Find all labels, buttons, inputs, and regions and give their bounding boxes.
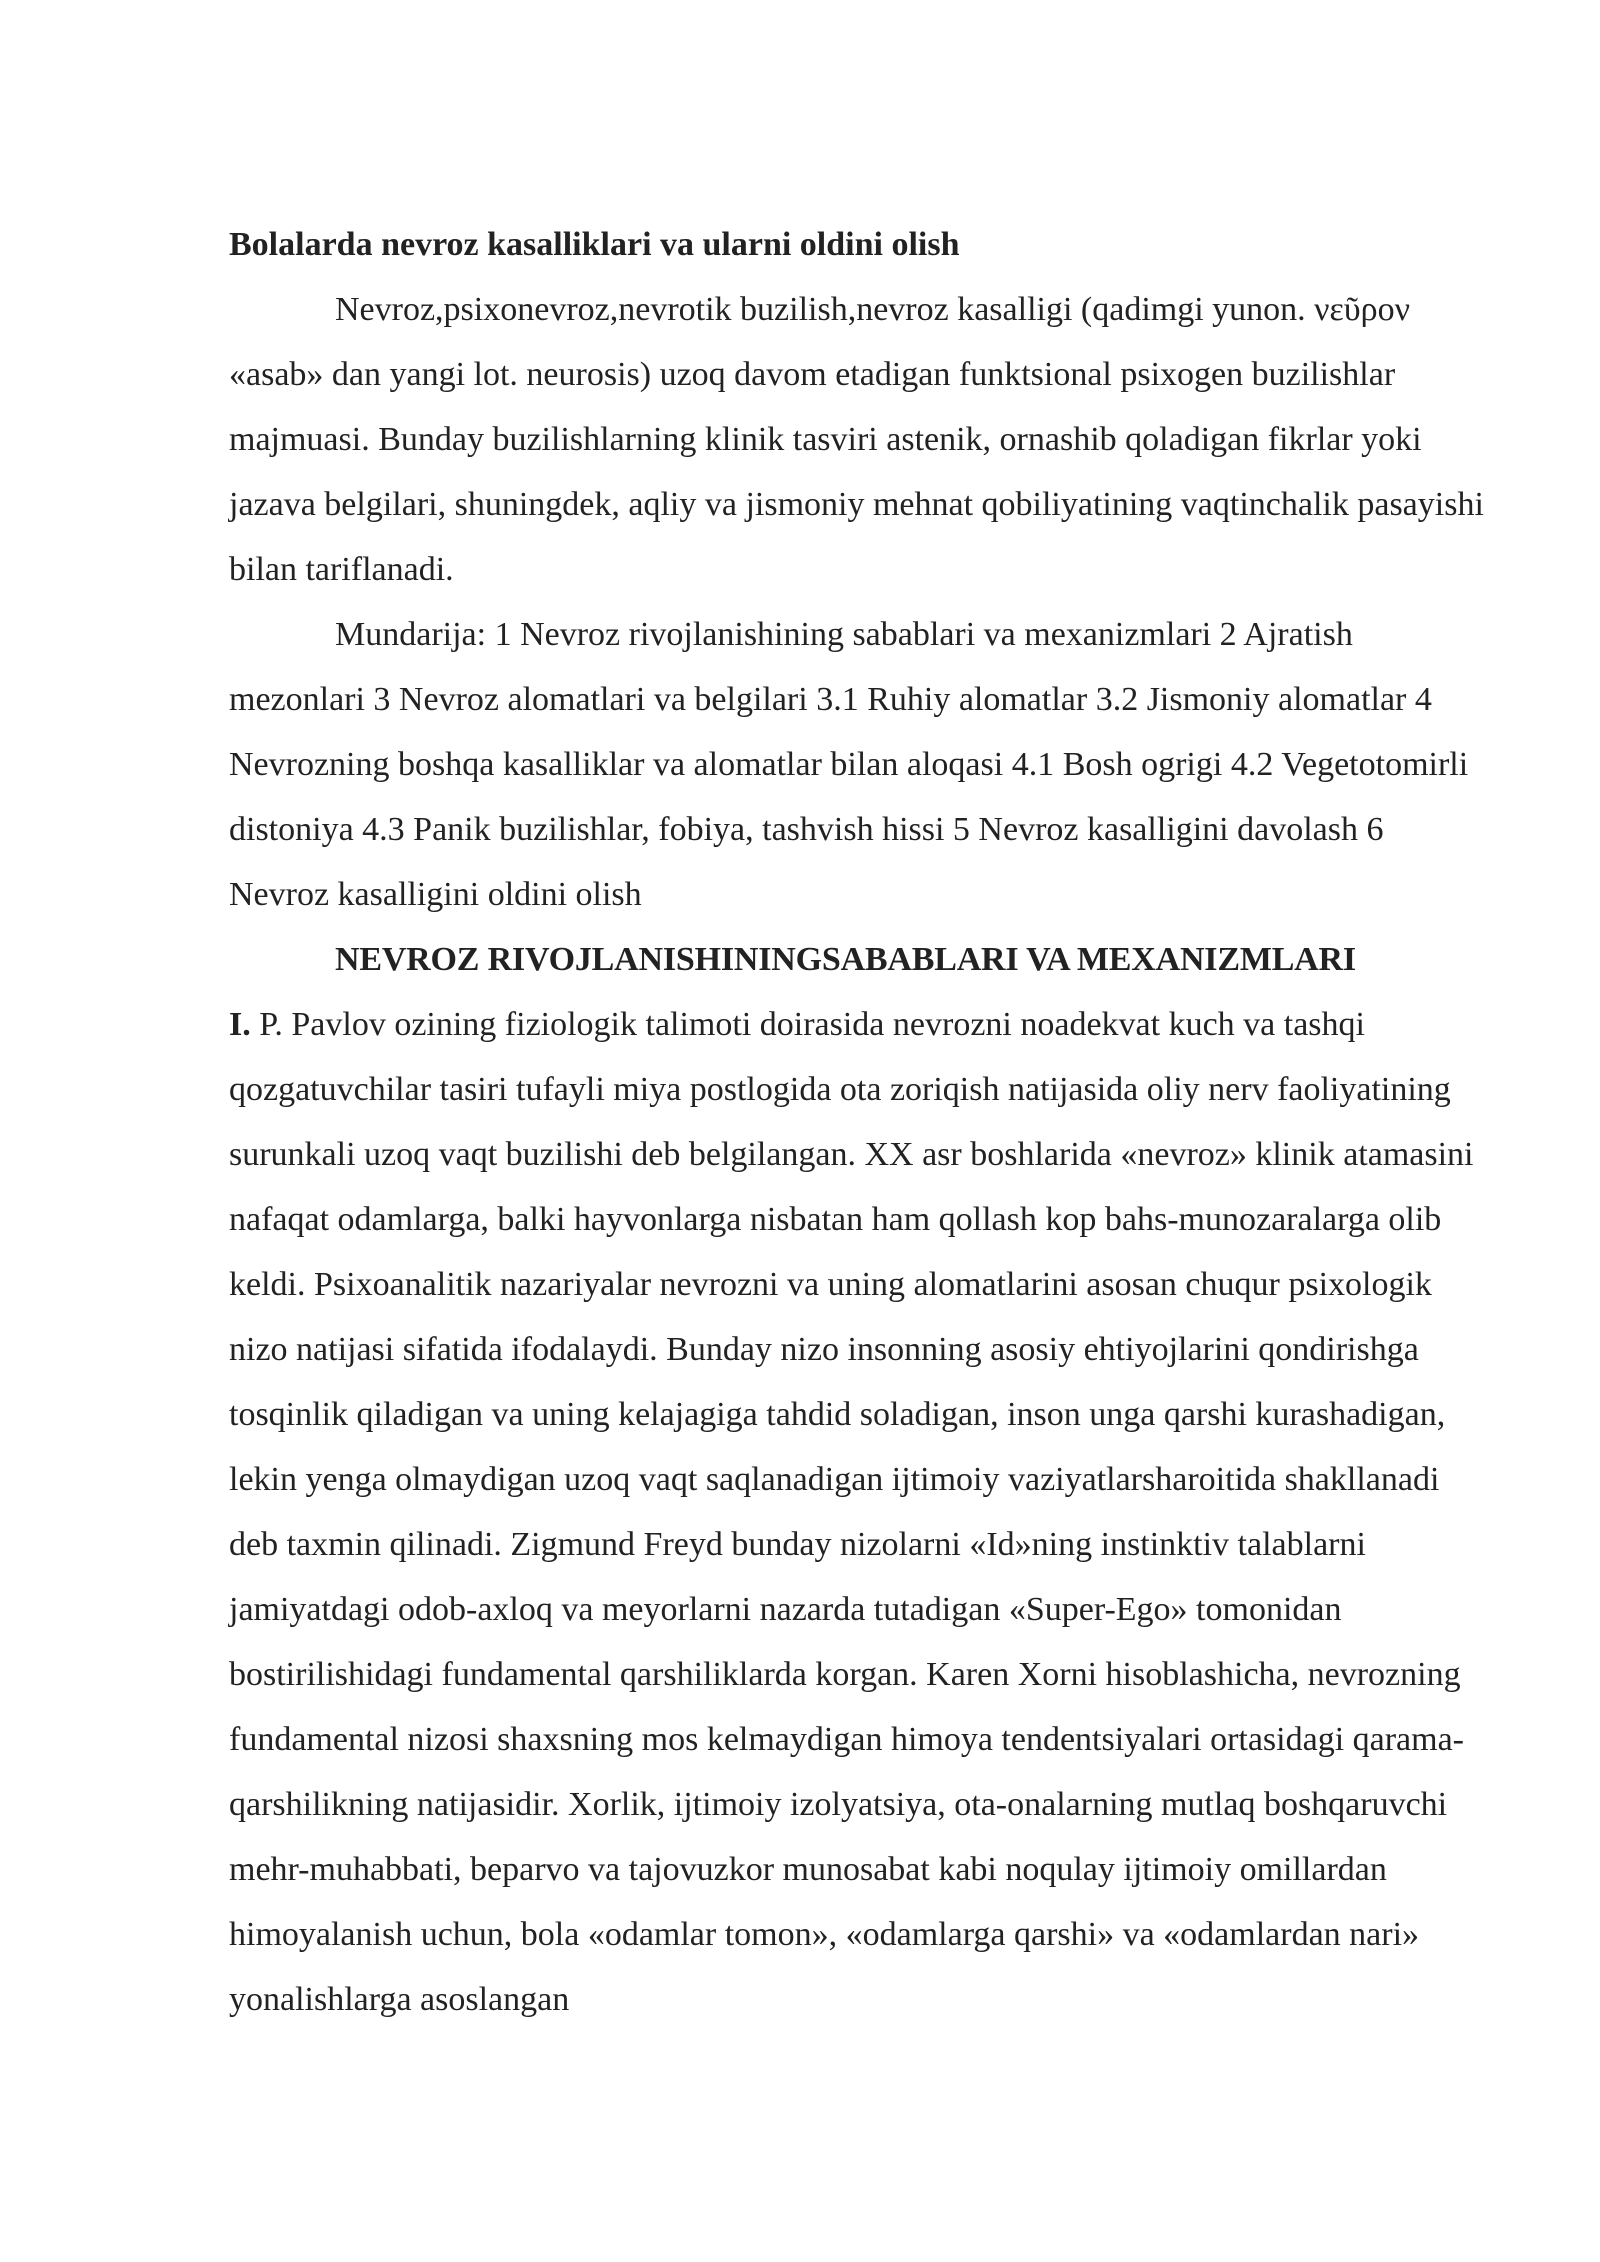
document-title: Bolalarda nevroz kasalliklari va ularni oldini olish (229, 226, 960, 263)
section-heading: NEVROZ RIVOJLANISHININGSABABLARI VA MEXANIZMLARI (335, 941, 1356, 978)
intro-paragraph: Nevroz,psixonevroz,nevrotik buzilish,nevroz kasalligi (qadimgi yunon. νεῦρον «asab» dan yangi lot. neurosis) uzoq davom etadigan funktsional psixogen buzilishlar majmuasi. Bunday buzilishlarning klinik tasviri astenik, ornashib qoladigan fikrlar yoki jazava belgilari, shuningdek, aqliy va jismoniy mehnat qobiliyatining vaqtinchalik pasayishi bilan tariflanadi. (229, 291, 1484, 588)
section-lead: I. (229, 1006, 251, 1043)
contents-paragraph: Mundarija: 1 Nevroz rivojlanishining sabablari va mexanizmlari 2 Ajratish mezonlari 3 Nevroz alomatlari va belgilari 3.1 Ruhiy alomatlar 3.2 Jismoniy alomatlar 4 Nevrozning boshqa kasalliklar va alomatlar bilan aloqasi 4.1 Bosh ogrigi 4.2 Vegetotomirli distoniya 4.3 Panik buzilishlar, fobiya, tashvish hissi 5 Nevroz kasalligini davolash 6 Nevroz kasalligini oldini olish (229, 616, 1469, 913)
section-paragraph (229, 992, 1491, 2032)
section-body: P. Pavlov ozining fiziologik talimoti doirasida nevrozni noadekvat kuch va tashqi qozgatuvchilar tasiri tufayli miya postlogida ota zoriqish natijasida oliy nerv faoliyatining surunkali uzoq vaqt buzilishi deb belgilangan. XX asr boshlarida «nevroz» klinik atamasini nafaqat odamlarga, balki hayvonlarga nisbatan ham qollash kop bahs-munozaralarga olib keldi. Psixoanalitik nazariyalar nevrozni va uning alomatlarini asosan chuqur psixologik nizo natijasi sifatida ifodalaydi. Bunday nizo insonning asosiy ehtiyojlarini qondirishga tosqinlik qiladigan va uning kelajagiga tahdid soladigan, inson unga qarshi kurashadigan, lekin yenga olmaydigan uzoq vaqt saqlanadigan ijtimoiy vaziyatlarsharoitida shakllanadi deb taxmin qilinadi. Zigmund Freyd bunday nizolarni «Id»ning instinktiv talablarni jamiyatdagi odob-axloq va meyorlarni nazarda tutadigan «Super-Ego» tomonidan bostirilishidagi fundamental qarshiliklarda korgan. Karen Xorni hisoblashicha, nevrozning fundamental nizosi shaxsning mos kelmaydigan himoya tendentsiyalari ortasidagi qarama-qarshilikning natijasidir. Xorlik, ijtimoiy izolyatsiya, ota-onalarning mutlaq boshqaruvchi mehr-muhabbati, beparvo va tajovuzkor munosabat kabi noqulay ijtimoiy omillardan himoyalanish uchun, bola «odamlar tomon», «odamlarga qarshi» va «odamlardan nari» yonalishlarga asoslangan (229, 1006, 1474, 2018)
document-page (229, 212, 1491, 2032)
